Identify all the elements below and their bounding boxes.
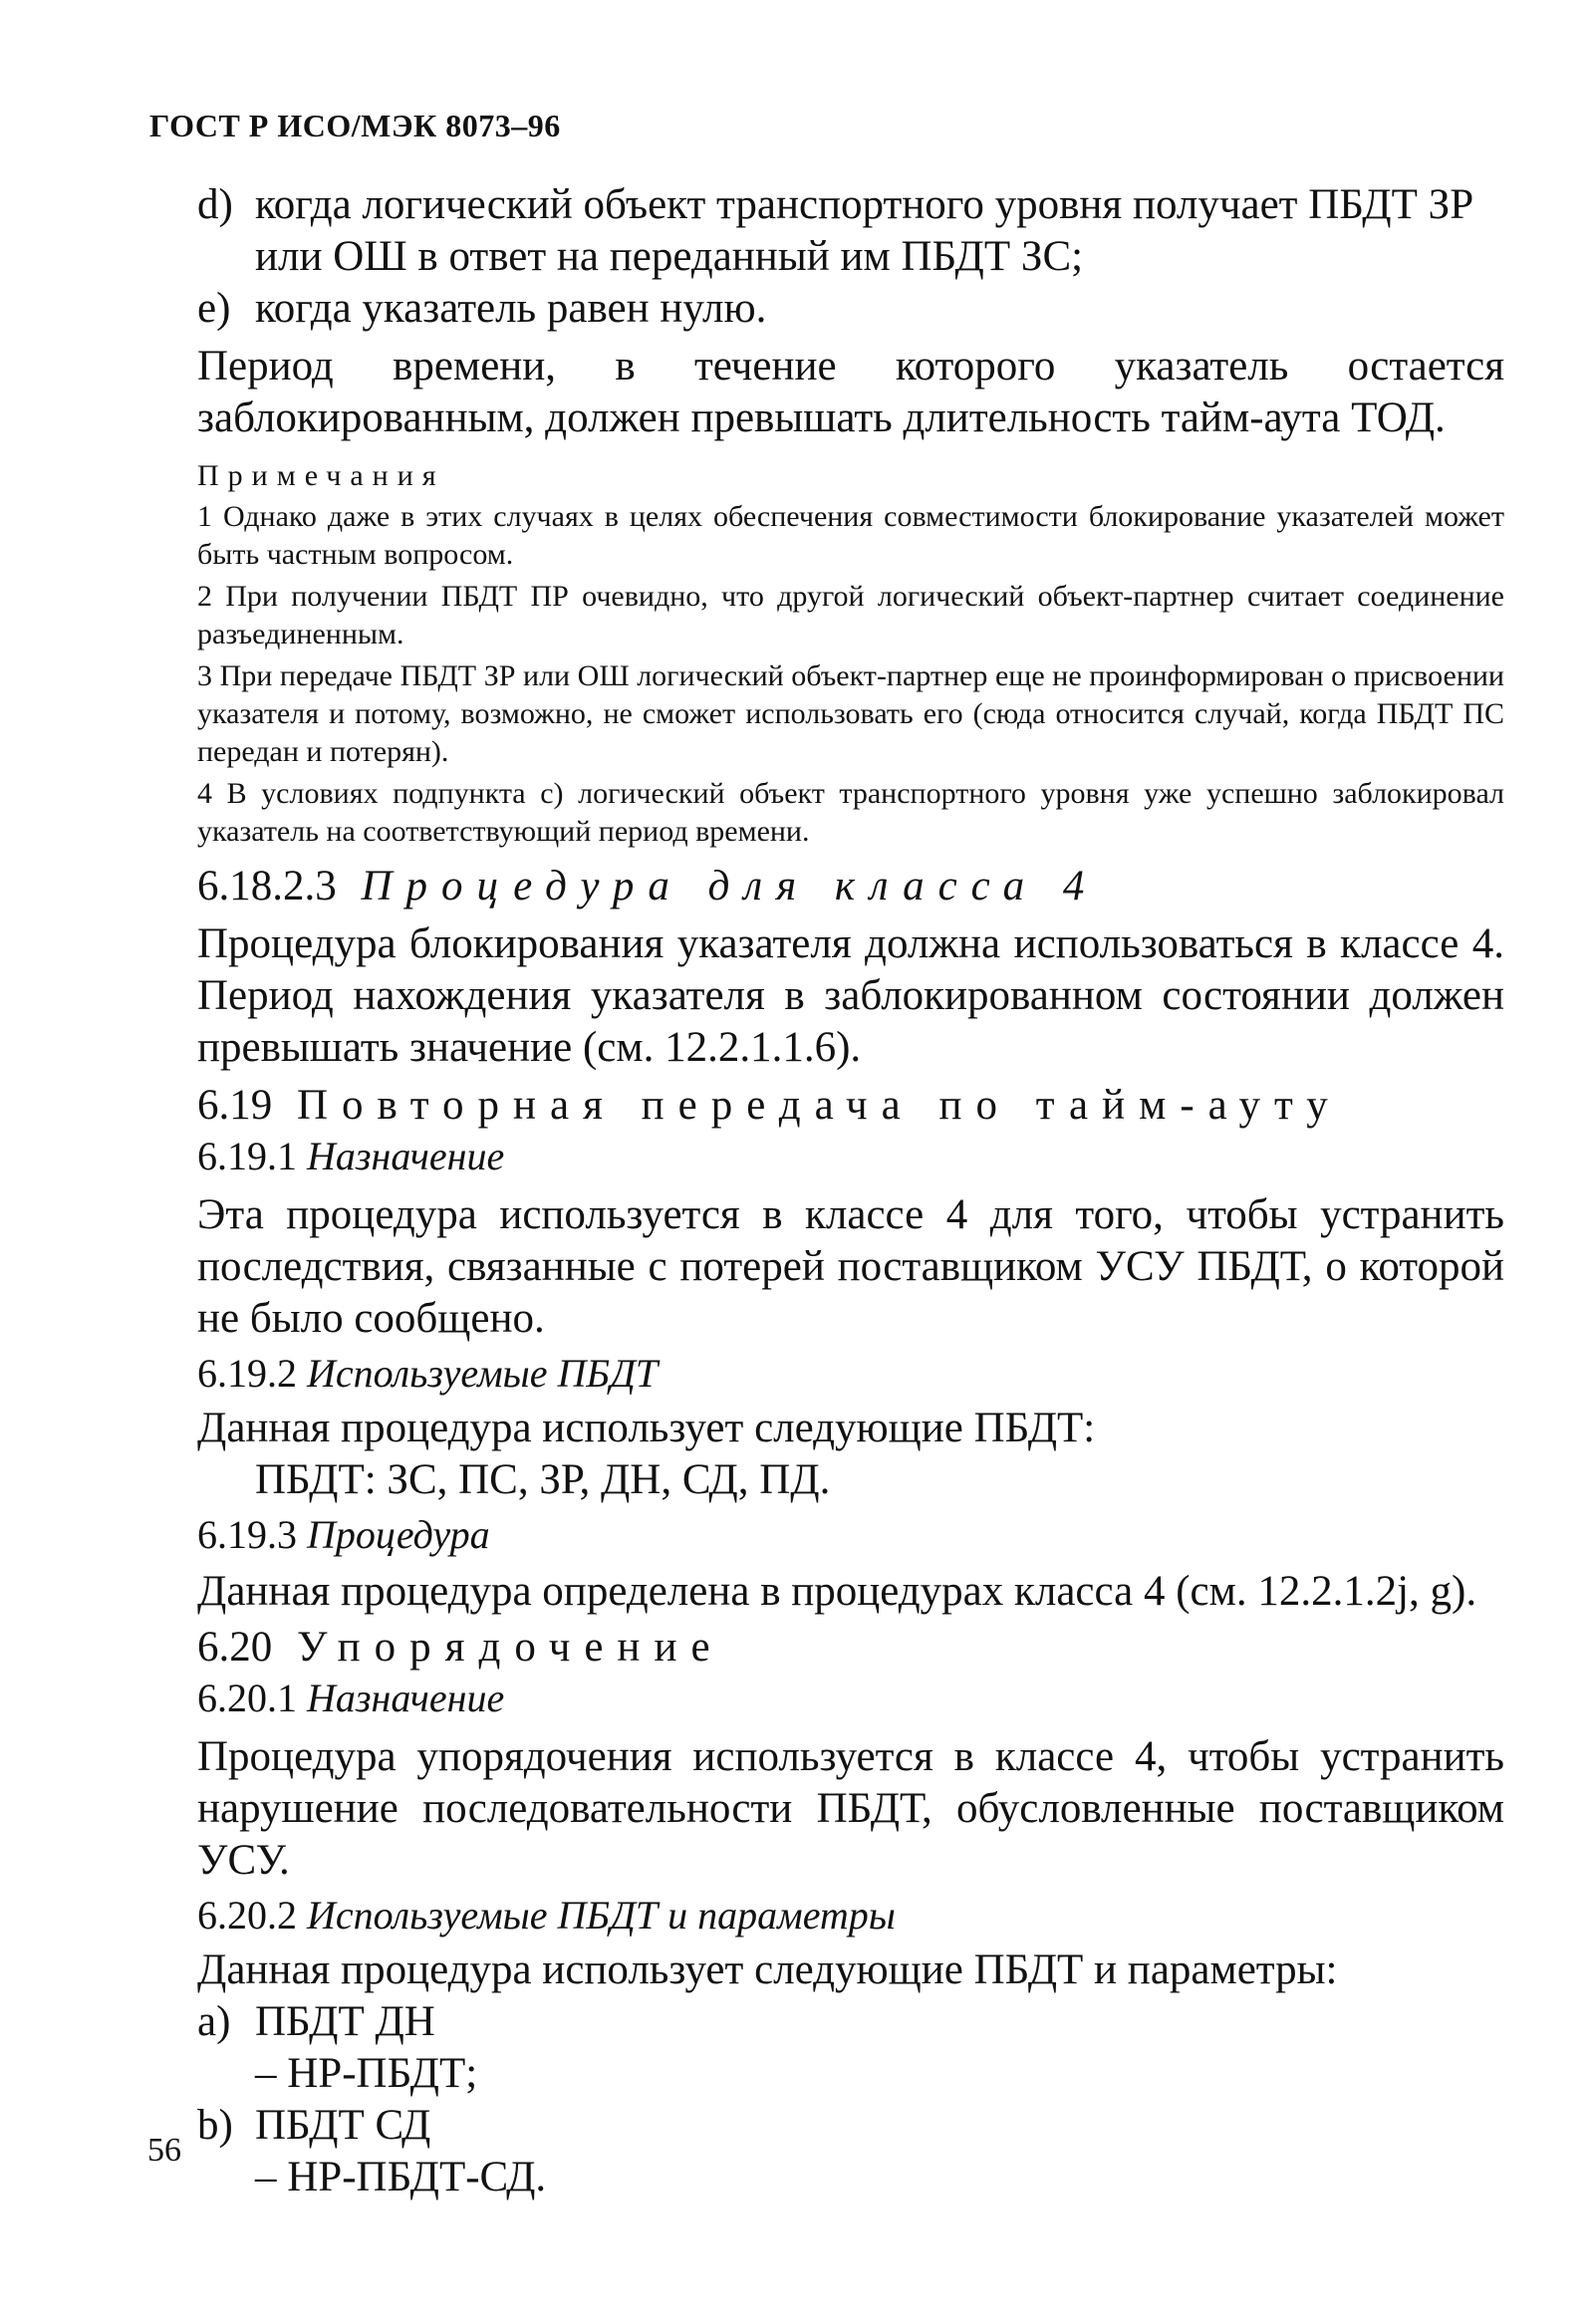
section-title: Назначение xyxy=(307,1134,505,1178)
section-number: 6.19.1 xyxy=(197,1134,297,1178)
list-item-b xyxy=(197,2100,1504,2152)
note-item-1: 1 Однако даже в этих случаях в целях обеспечения совместимости блокирование указателей может быть частным вопросом. xyxy=(197,500,1504,571)
section-6-19-3-text: Данная процедура определена в процедурах класса 4 (см. 12.2.1.2j, g). xyxy=(197,1568,1477,1615)
section-6-20-1-heading xyxy=(197,1674,1504,1723)
section-title: Процедура xyxy=(307,1512,490,1557)
section-6-19-3-heading xyxy=(197,1510,1504,1560)
list-marker: a) xyxy=(197,1998,231,2045)
section-number: 6.18.2.3 xyxy=(197,863,337,909)
section-6-18-2-3-text: Процедура блокирования указателя должна использоваться в классе 4. Период нахождения указателя в заблокированном состоянии должен превышать значение (см. 12.2.1.1.6). xyxy=(197,920,1504,1071)
list-text: когда логический объект транспортного уровня получает ПБДТ ЗР или ОШ в ответ на переданный им ПБДТ ЗС; xyxy=(255,181,1474,280)
section-6-19-1-heading xyxy=(197,1132,1504,1181)
section-title: Используемые ПБДТ и параметры xyxy=(307,1893,896,1937)
section-6-20-2-heading xyxy=(197,1891,1504,1940)
section-6-19-2-text: Данная процедура использует следующие ПБДТ: xyxy=(197,1405,1096,1451)
section-title: Используемые ПБДТ xyxy=(307,1351,659,1396)
section-title: Процедура для класса 4 xyxy=(361,863,1099,909)
note-item-3: 3 При передаче ПБДТ ЗР или ОШ логический объект-партнер еще не проинформирован о присвоении указателя и потому, возможно, не сможет использовать его (сюда относится случай, когда ПБДТ ПС передан и потерян). xyxy=(197,659,1504,768)
period-paragraph: Период времени, в течение которого указатель остается заблокированным, должен превышать длительность тайм-аута ТОД. xyxy=(197,343,1504,441)
document-header: ГОСТ Р ИСО/МЭК 8073–96 xyxy=(149,108,561,143)
section-number: 6.20.1 xyxy=(197,1676,297,1720)
page-number: 56 xyxy=(147,2132,181,2169)
section-6-18-2-3-heading xyxy=(197,861,1504,912)
section-6-19-heading xyxy=(197,1080,1504,1132)
note-item-4: 4 В условиях подпункта с) логический объект транспортного уровня уже успешно заблокировал указатель на соответствующий период времени. xyxy=(197,777,1504,848)
list-marker: d) xyxy=(197,181,233,228)
list-item-d xyxy=(197,179,1504,283)
list-text: когда указатель равен нулю. xyxy=(255,285,767,332)
list-text: ПБДТ СД xyxy=(255,2102,431,2149)
list-marker: e) xyxy=(197,285,231,332)
section-number: 6.20 xyxy=(197,1624,273,1671)
section-title: Назначение xyxy=(307,1676,505,1720)
list-text: ПБДТ ДН xyxy=(255,1998,435,2045)
section-6-20-1-text: Процедура упорядочения используется в классе 4, чтобы устранить нарушение последовательности ПБДТ, обусловленные поставщиком УСУ. xyxy=(197,1733,1504,1884)
section-number: 6.20.2 xyxy=(197,1893,297,1937)
section-title: Повторная передача по тайм-ауту xyxy=(297,1082,1342,1129)
list-item-e xyxy=(197,283,1504,335)
list-marker: b) xyxy=(197,2102,233,2149)
section-6-19-2-list: ПБДТ: ЗС, ПС, ЗР, ДН, СД, ПД. xyxy=(255,1456,831,1503)
section-title: Упорядочение xyxy=(297,1624,724,1671)
section-6-20-2-text: Данная процедура использует следующие ПБДТ и параметры: xyxy=(197,1946,1338,1993)
section-number: 6.19.2 xyxy=(197,1351,297,1396)
section-6-19-2-heading xyxy=(197,1349,1504,1399)
notes-heading: Примечания xyxy=(197,459,445,492)
section-number: 6.19.3 xyxy=(197,1512,297,1557)
section-6-20-heading xyxy=(197,1622,1504,1674)
list-subitem-b: – НР-ПБДТ-СД. xyxy=(255,2154,547,2200)
list-item-a xyxy=(197,1996,1504,2048)
list-subitem-a: – НР-ПБДТ; xyxy=(255,2050,478,2097)
document-body xyxy=(197,179,1504,2203)
section-6-19-1-text: Эта процедура используется в классе 4 для того, чтобы устранить последствия, связанные с потерей поставщиком УСУ ПБДТ, о которой не было сообщено. xyxy=(197,1191,1504,1342)
note-item-2: 2 При получении ПБДТ ПР очевидно, что другой логический объект-партнер считает соединение разъединенным. xyxy=(197,580,1504,650)
section-number: 6.19 xyxy=(197,1082,273,1129)
